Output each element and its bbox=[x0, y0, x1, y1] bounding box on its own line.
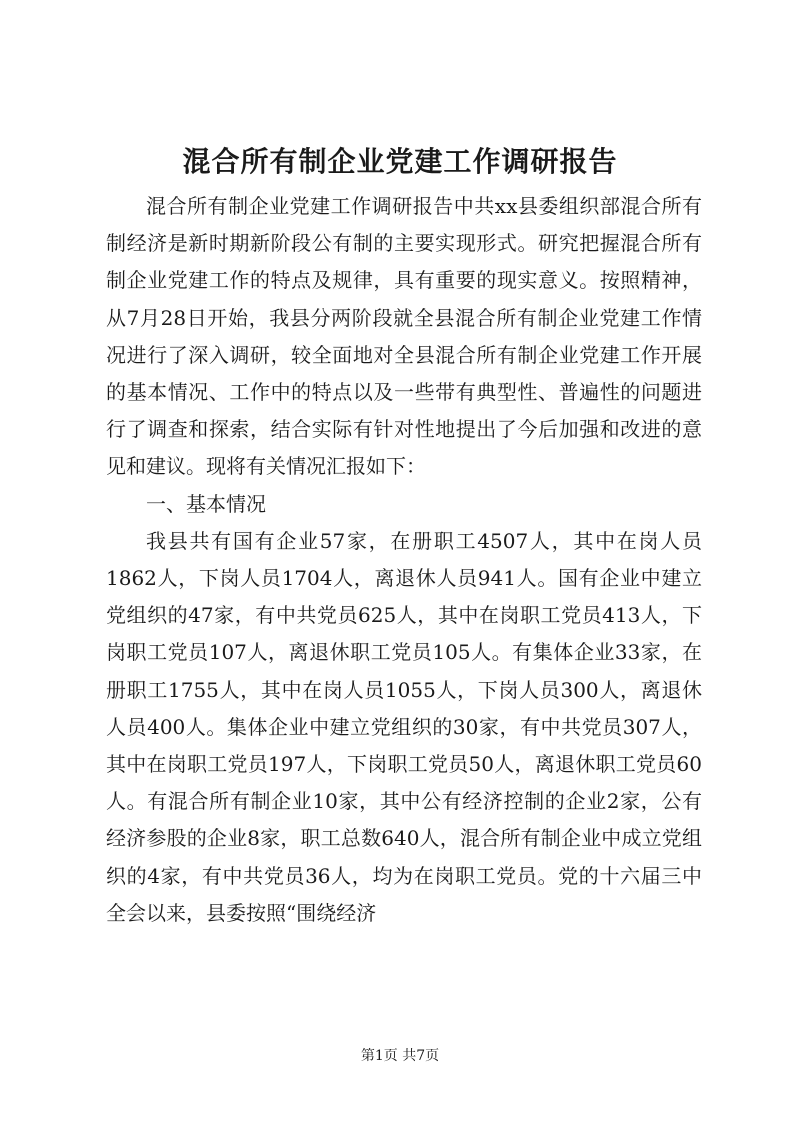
document-title: 混合所有制企业党建工作调研报告 bbox=[182, 145, 618, 178]
page-footer: 第1页 共7页 bbox=[360, 1048, 440, 1064]
basic-situation-paragraph: 我县共有国有企业57家，在册职工4507人，其中在岗人员1862人，下岗人员1704人，离退休人员941人。国有企业中建立党组织的47家，有中共党员625人，其中在岗职工党员413人，下岗职工党员107人，离退休职工党员105人。有集体企业33家，在册职工1755人，其中在岗人员1055人，下岗人员300人，离退休人员400人。集体企业中建立党组织的30家，有中共党员307人，其中在岗职工党员197人，下岗职工党员50人，离退休职工党员60人。有混合所有制企业10家，其中公有经济控制的企业2家，公有经济参股的企业8家，职工总数640人，混合所有制企业中成立党组织的4家，有中共党员36人，均为在岗职工党员。党的十六届三中全会以来，县委按照“围绕经济 bbox=[106, 528, 702, 925]
intro-paragraph: 混合所有制企业党建工作调研报告中共xx县委组织部混合所有制经济是新时期新阶段公有制的主要实现形式。研究把握混合所有制企业党建工作的特点及规律，具有重要的现实意义。按照精神，从7月28日开始，我县分两阶段就全县混合所有制企业党建工作情况进行了深入调研，较全面地对全县混合所有制企业党建工作开展的基本情况、工作中的特点以及一些带有典型性、普遍性的问题进行了调查和探索，结合实际有针对性地提出了今后加强和改进的意见和建议。现将有关情况汇报如下： bbox=[106, 194, 702, 479]
section-heading: 一、基本情况 bbox=[146, 491, 266, 516]
document-body bbox=[106, 188, 702, 932]
